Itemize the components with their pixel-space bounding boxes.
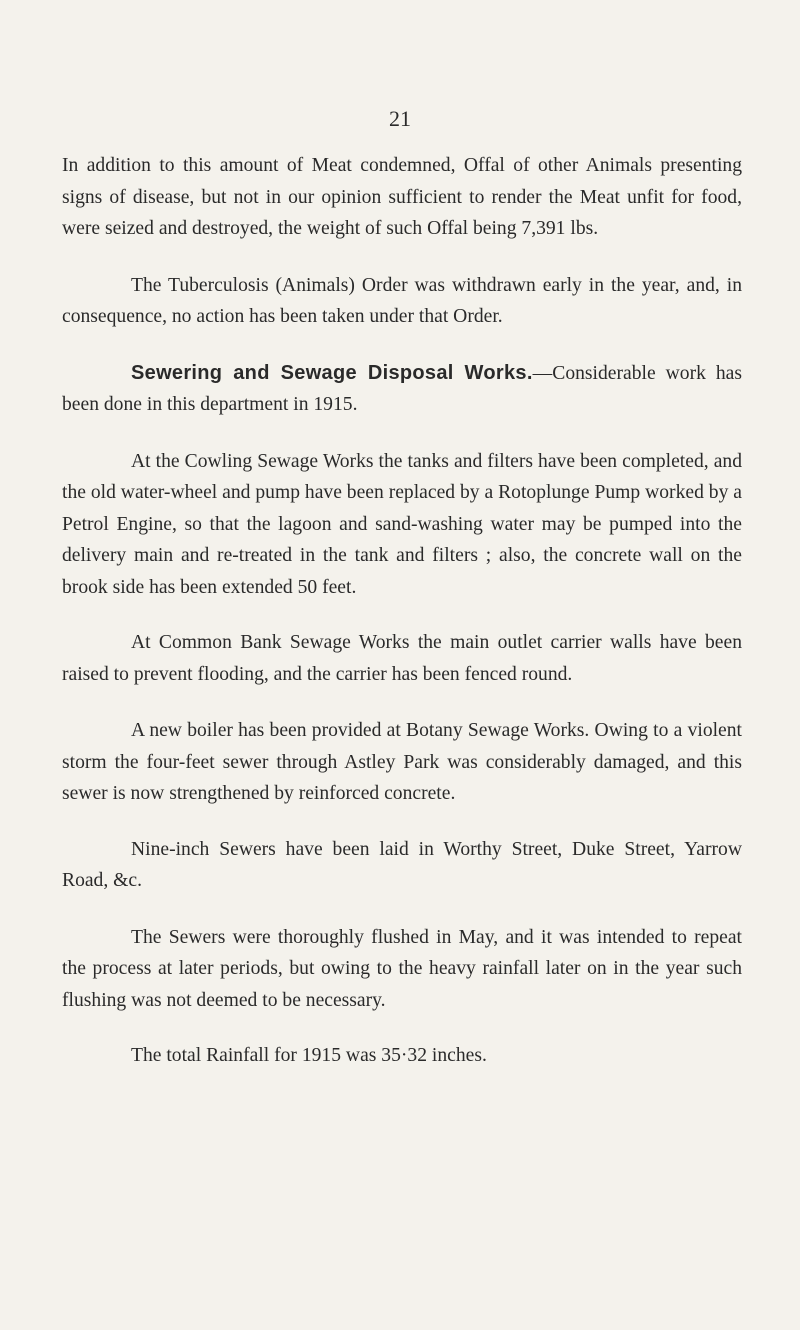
section-heading-sewering: Sewering and Sewage Disposal Works.: [131, 361, 533, 384]
paragraph-sewering-text: —Considerable work has been done in this department in 1915.: [62, 362, 742, 415]
page-number: 21: [389, 106, 411, 131]
paragraph-cowling: At the Cowling Sewage Works the tanks and filters have been completed, and the old water-wheel and pump have been replaced by a Rotoplunge Pump worked by a Petrol Engine, so that the lagoon and sand-washing water may be pumped into the delivery main and re-treated in the tank and filters ; also, the concrete wall on the brook side has been extended 50 feet.: [62, 450, 742, 598]
paragraph-sewering: [62, 358, 742, 421]
document-body: [62, 150, 742, 1072]
paragraph-offal: In addition to this amount of Meat condemned, Offal of other Animals presenting signs of disease, but not in our opinion sufficient to render the Meat unfit for food, were seized and destroyed, the weight of such Offal being 7,391 lbs.: [62, 155, 742, 239]
paragraph-common-bank: At Common Bank Sewage Works the main outlet carrier walls have been raised to prevent flooding, and the carrier has been fenced round.: [62, 632, 742, 685]
paragraph-flushing: The Sewers were thoroughly flushed in May, and it was intended to repeat the process at later periods, but owing to the heavy rainfall later on in the year such flushing was not deemed to be necessary.: [62, 926, 742, 1011]
paragraph-nine-inch-sewers: Nine-inch Sewers have been laid in Worthy Street, Duke Street, Yarrow Road, &c.: [62, 838, 742, 891]
paragraph-tuberculosis: The Tuberculosis (Animals) Order was withdrawn early in the year, and, in consequence, no action has been taken under that Order.: [62, 274, 742, 327]
paragraph-botany: A new boiler has been provided at Botany Sewage Works. Owing to a violent storm the four-feet sewer through Astley Park was considerably damaged, and this sewer is now strengthened by reinforced concrete.: [62, 720, 742, 804]
paragraph-rainfall: The total Rainfall for 1915 was 35·32 inches.: [131, 1045, 487, 1066]
